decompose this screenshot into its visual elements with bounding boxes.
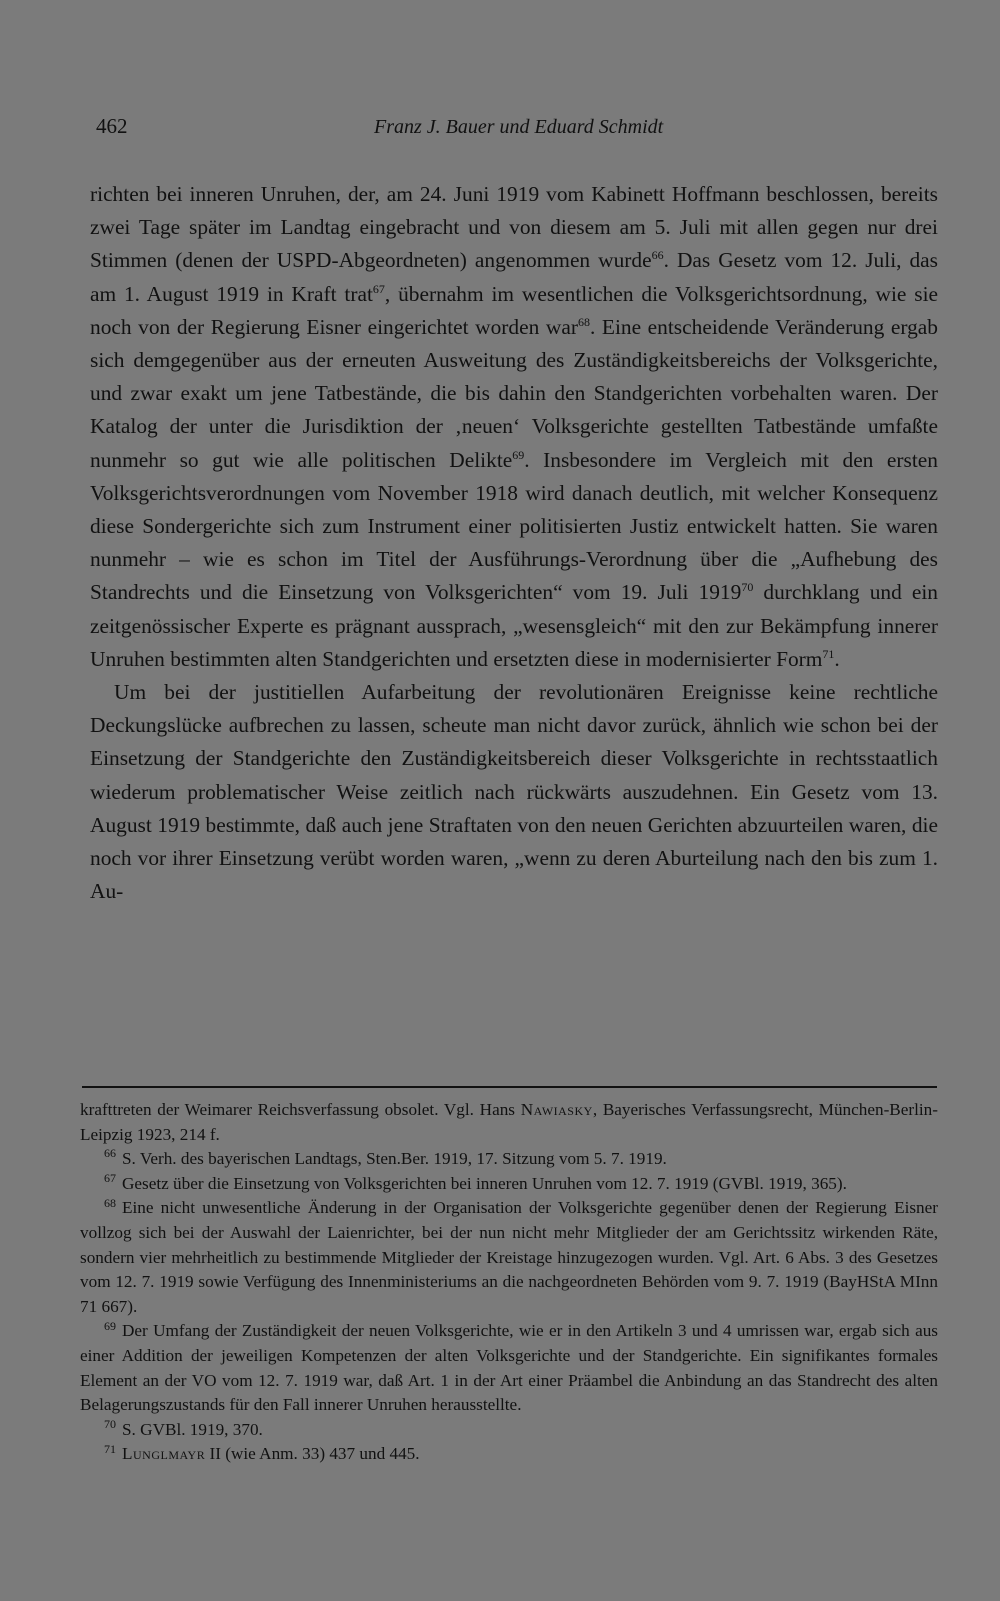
text-run: . [834, 646, 840, 671]
page-header [96, 114, 936, 144]
text-run: krafttreten der Weimarer Reichsverfassung obsolet. Vgl. Hans [80, 1100, 521, 1119]
text-run: . Insbesondere im Vergleich mit den ersten Volksgerichtsverordnungen vom November 1918 wird danach deutlich, mit welcher Konsequenz diese Sondergerichte sich zum Instrument einer politisierten Justiz entwickelt hatten. Sie waren nunmehr – wie es schon im Titel der Ausführungs-Verordnung über die „Aufhebung des Standrechts und die Einsetzung von Volksgerichten“ vom 19. Juli 1919 [90, 447, 938, 605]
page-number: 462 [96, 114, 128, 138]
footnote-ref-71: 71 [822, 646, 835, 661]
text-run: richten bei inneren Unruhen, der, am 24. Juni 1919 vom Kabinett Hoffmann beschlossen, bereits zwei Tage später im Landtag eingebracht und von diesem am 5. Juli mit allen gegen nur drei Stimmen (denen der USPD-Abgeordneten) angenommen wurde [90, 182, 938, 273]
paragraph-1 [90, 178, 938, 676]
footnote-69 [80, 1319, 938, 1417]
footnote-number: 71 [104, 1441, 116, 1456]
footnote-ref-69: 69 [512, 447, 525, 462]
author-name: Lunglmayr [122, 1444, 206, 1464]
footnote-66 [80, 1147, 938, 1172]
footnote-68 [80, 1196, 938, 1319]
footnote-text: S. Verh. des bayerischen Landtags, Sten.Ber. 1919, 17. Sitzung vom 5. 7. 1919. [122, 1149, 667, 1169]
author-name: Nawiasky [520, 1100, 593, 1119]
footnote-text: Der Umfang der Zuständigkeit der neuen Volksgerichte, wie er in den Artikeln 3 und 4 umrissen war, ergab sich aus einer Addition der jeweiligen Kompetenzen der alten Volksgerichte und der Standgerichte. Ein signifikantes formales Element an der VO vom 12. 7. 1919 war, daß Art. 1 in der Art einer Präambel die Anbindung an das Standrecht des alten Belagerungszustands für den Fall innerer Unruhen herausstellte. [80, 1321, 938, 1415]
main-text [90, 178, 938, 908]
footnotes [80, 1098, 938, 1467]
footnote-number: 70 [104, 1416, 116, 1431]
footnote-number: 66 [104, 1146, 116, 1161]
paragraph-2: Um bei der justitiellen Aufarbeitung der revolutionären Ereignisse keine rechtliche Deckungslücke aufbrechen zu lassen, scheute man nicht davor zurück, ähnlich wie schon bei der Einsetzung der Standgerichte den Zuständigkeitsbereich dieser Volksgerichte in rechtsstaatlich wiederum problematischer Weise zeitlich nach rückwärts auszudehnen. Ein Gesetz vom 13. August 1919 bestimmte, daß auch jene Straftaten von den neuen Gerichten abzuurteilen waren, die noch vor ihrer Einsetzung verübt worden waren, „wenn zu deren Aburteilung nach den bis zum 1. Au- [90, 680, 938, 904]
footnote-71 [80, 1442, 938, 1467]
text-run: durchklang und ein zeitgenössischer Experte es prägnant aussprach, „wesensgleich“ mit den zur Bekämpfung innerer Unruhen bestimmten alten Standgerichten und ersetzten diese in modernisierter Form [90, 580, 938, 671]
text-run: , übernahm im wesentlichen die Volksgerichtsordnung, wie sie noch von der Regierung Eisner eingerichtet worden war [90, 281, 939, 339]
footnote-divider [82, 1086, 937, 1088]
footnote-ref-66: 66 [651, 248, 664, 263]
footnote-number: 68 [104, 1195, 116, 1210]
footnote-number: 69 [104, 1318, 116, 1333]
footnote-text: II (wie Anm. 33) 437 und 445. [205, 1444, 420, 1464]
footnote-67 [80, 1172, 938, 1197]
footnote-number: 67 [104, 1171, 116, 1186]
footnote-70 [80, 1418, 938, 1443]
footnote-text: Eine nicht unwesentliche Änderung in der Organisation der Volksgerichte gegenüber denen der Regierung Eisner vollzog sich bei der Auswahl der Laienrichter, bei der nun nicht mehr Mitglieder der am Gerichtssitz wirkenden Räte, sondern vier mehrheitlich zu bestimmende Mitglieder der Kreistage hinzugezogen wurden. Vgl. Art. 6 Abs. 3 des Gesetzes vom 12. 7. 1919 sowie Verfügung des Innenministeriums an die nachgeordneten Behörden vom 9. 7. 1919 (BayHStA MInn 71 667). [80, 1198, 938, 1316]
text-run: . Eine entscheidende Veränderung ergab sich demgegenüber aus der erneuten Ausweitung des Zuständigkeitsbereichs der Volksgerichte, und zwar exakt um jene Tatbestände, die bis dahin den Standgerichten vorbehalten waren. Der Katalog der unter die Jurisdiktion der ‚neuen‘ Volksgerichte gestellten Tatbestände umfaßte nunmehr so gut wie alle politischen Delikte [90, 314, 939, 472]
text-run: . Das Gesetz vom 12. Juli, das am 1. August 1919 in Kraft trat [90, 248, 939, 306]
running-head: Franz J. Bauer und Eduard Schmidt [374, 116, 664, 138]
footnote-ref-68: 68 [577, 314, 590, 329]
footnote-continuation [80, 1098, 938, 1147]
footnote-ref-70: 70 [741, 580, 754, 595]
footnote-text: Gesetz über die Einsetzung von Volksgerichten bei inneren Unruhen vom 12. 7. 1919 (GVBl. 1919, 365). [122, 1173, 847, 1193]
text-run: , Bayerisches Verfassungsrecht, München-Berlin-Leipzig 1923, 214 f. [80, 1100, 938, 1144]
footnote-ref-67: 67 [372, 281, 385, 296]
footnote-text: S. GVBl. 1919, 370. [122, 1419, 263, 1439]
